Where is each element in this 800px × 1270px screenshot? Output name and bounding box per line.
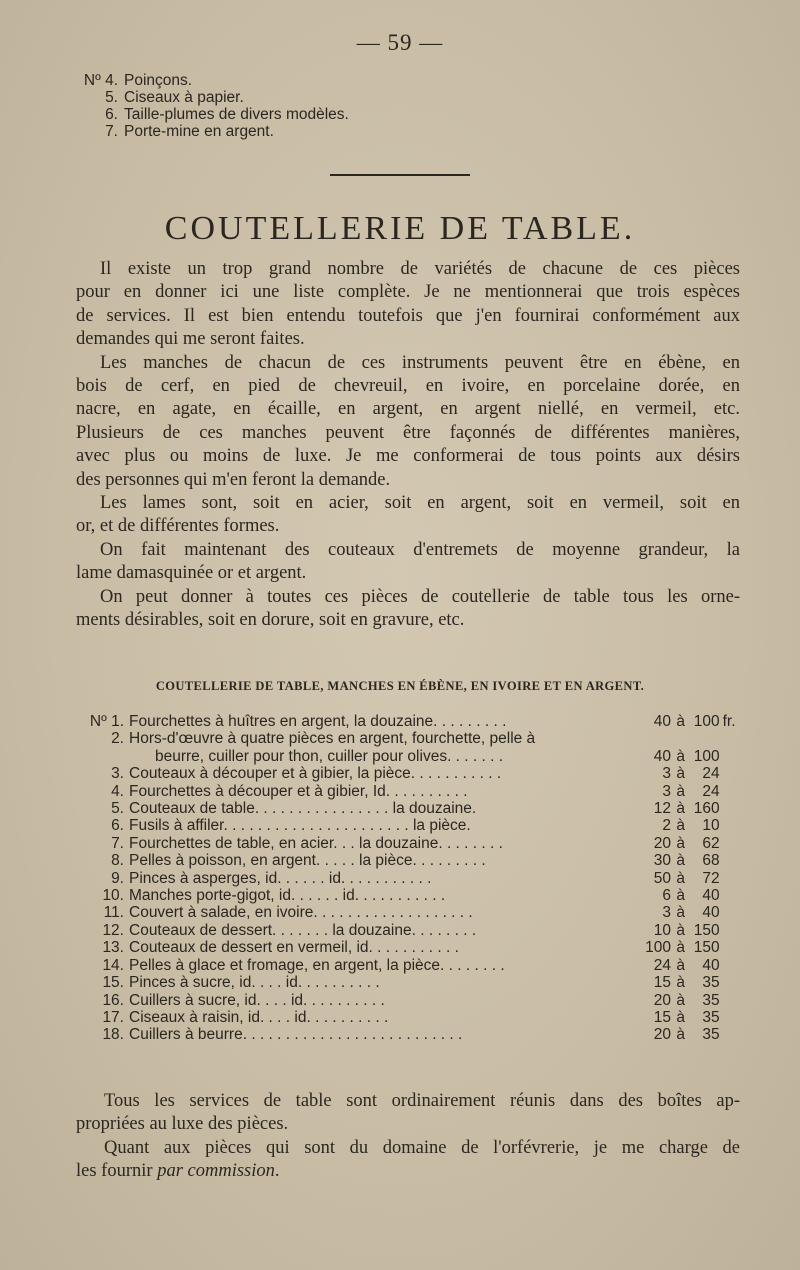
price-max: 40: [702, 956, 720, 974]
price-min: 30: [653, 852, 672, 870]
price-min: 50: [653, 869, 672, 887]
price-min: 20: [653, 834, 672, 852]
paragraph-line: avec plus ou moins de luxe. Je me conformerai de tous points aux désirs: [76, 446, 740, 467]
paragraph-line: or, et de différentes formes.: [76, 516, 280, 537]
table-row: [72, 939, 742, 956]
item-price: [638, 922, 742, 939]
price-separator: à: [676, 834, 686, 852]
paragraph-line: nacre, en agate, en écaille, en argent, en argent niellé, en vermeil, etc.: [76, 399, 740, 420]
item-description: Couteaux à découper et à gibier, la pièce. . . . . . . . . . .: [129, 765, 502, 783]
item-description: Couteaux de table. . . . . . . . . . . . . . . . la douzaine.: [129, 800, 477, 818]
price-max: 100: [693, 713, 720, 730]
list-item-text: Poinçons.: [124, 72, 193, 89]
item-price: [638, 957, 742, 974]
item-description: Couteaux de dessert en vermeil, id. . . . . . . . . . .: [129, 939, 459, 957]
table-row: [72, 730, 742, 747]
table-row: [72, 783, 742, 800]
price-unit: [720, 939, 742, 956]
line-text: les fournir: [76, 1161, 158, 1182]
item-price: [638, 939, 742, 956]
list-item-number: Nº 4.: [83, 72, 118, 89]
price-separator: à: [676, 800, 686, 818]
item-number: 13.: [102, 939, 124, 957]
price-max: 68: [702, 852, 720, 870]
paragraph-line: On peut donner à toutes ces pièces de coutellerie de table tous les orne-: [100, 586, 740, 607]
price-unit: [720, 852, 742, 869]
table-row: [72, 957, 742, 974]
item-description: Cuillers à sucre, id. . . . id. . . . . . . . . .: [129, 991, 385, 1009]
price-separator: à: [676, 956, 686, 974]
item-description: Manches porte-gigot, id. . . . . . id. . . . . . . . . . .: [129, 887, 446, 905]
price-min: 15: [653, 1008, 672, 1026]
item-price: [638, 904, 742, 921]
item-description: Couvert à salade, en ivoire. . . . . . . . . . . . . . . . . . .: [129, 904, 473, 922]
price-unit: [720, 765, 742, 782]
table-row: [72, 800, 742, 817]
price-max: 35: [702, 974, 720, 992]
price-min: 2: [662, 817, 672, 835]
price-max: 35: [702, 991, 720, 1009]
table-row: [72, 835, 742, 852]
paragraph: [76, 539, 740, 586]
paragraph-line: de services. Il est bien entendu toutefois que j'en fournirai conformément aux: [76, 305, 740, 326]
table-row: [72, 765, 742, 782]
paragraph: [76, 258, 740, 352]
price-unit: [720, 800, 742, 817]
item-price: [638, 800, 742, 817]
item-number: 10.: [102, 887, 124, 905]
paragraph-line: des personnes qui m'en feront la demande.: [76, 469, 391, 490]
price-unit: [720, 904, 742, 921]
table-row: [72, 922, 742, 939]
item-number: 3.: [111, 765, 124, 783]
list-item: [74, 123, 349, 140]
table-row: [72, 1009, 742, 1026]
price-separator: à: [676, 747, 686, 765]
price-min: 3: [662, 904, 672, 922]
price-separator: à: [676, 1008, 686, 1026]
item-description: Ciseaux à raisin, id. . . . id. . . . . . . . . .: [129, 1008, 389, 1026]
item-description: Pinces à asperges, id. . . . . . id. . . . . . . . . . .: [129, 869, 432, 887]
price-max: 35: [702, 1026, 720, 1044]
item-price: [638, 817, 742, 834]
item-price: [638, 852, 742, 869]
paragraph-line: propriées au luxe des pièces.: [76, 1114, 289, 1135]
closing-text: [76, 1090, 740, 1184]
table-row: [72, 870, 742, 887]
item-description: Pinces à sucre, id. . . . id. . . . . . . . . .: [129, 974, 380, 992]
item-price: [638, 974, 742, 991]
price-unit: [720, 992, 742, 1009]
price-min: 3: [662, 782, 672, 800]
price-unit: fr.: [722, 713, 736, 730]
paragraph: [76, 1137, 740, 1184]
price-separator: à: [676, 939, 686, 957]
italic-text: par commission: [157, 1161, 275, 1182]
list-item-text: Ciseaux à papier.: [124, 89, 244, 106]
price-max: 35: [702, 1008, 720, 1026]
paragraph: [76, 492, 740, 539]
item-description: Fourchettes à huîtres en argent, la douzaine. . . . . . . . .: [129, 713, 507, 730]
price-max: 40: [702, 904, 720, 922]
price-min: 20: [653, 991, 672, 1009]
paragraph-line: Il existe un trop grand nombre de variétés de chacune de ces pièces: [100, 259, 740, 279]
price-separator: à: [676, 921, 686, 939]
item-description: Pelles à poisson, en argent. . . . . la pièce. . . . . . . . .: [129, 852, 486, 870]
price-max: 150: [693, 921, 720, 939]
price-max: 40: [702, 887, 720, 905]
list-item-number: 7.: [105, 123, 118, 140]
price-max: 10: [702, 817, 720, 835]
price-min: 20: [653, 1026, 672, 1044]
price-separator: à: [676, 887, 686, 905]
table-row: [72, 852, 742, 869]
item-price: [638, 870, 742, 887]
item-number: 18.: [102, 1026, 124, 1044]
price-separator: à: [676, 765, 686, 783]
item-description: Fourchettes à découper et à gibier, Id. . . . . . . . . .: [129, 782, 468, 800]
item-price: [638, 1026, 742, 1043]
price-unit: [720, 887, 742, 904]
price-separator: à: [676, 1026, 686, 1044]
price-unit: [720, 974, 742, 991]
list-item-number: 6.: [105, 106, 118, 123]
list-item: [74, 106, 349, 123]
item-description: Pelles à glace et fromage, en argent, la pièce. . . . . . . .: [129, 956, 505, 974]
item-price: [638, 783, 742, 800]
item-number: 12.: [102, 921, 124, 939]
table-row: [72, 1026, 742, 1043]
paragraph: [76, 586, 740, 633]
price-min: 24: [653, 956, 672, 974]
item-number: 4.: [111, 782, 124, 800]
price-min: 3: [662, 765, 672, 783]
list-item: [74, 89, 349, 106]
price-max: 72: [702, 869, 720, 887]
price-unit: [720, 835, 742, 852]
paragraph-line: Les lames sont, soit en acier, soit en argent, soit en vermeil, soit en: [100, 493, 740, 514]
price-min: 100: [645, 939, 672, 957]
item-description: Couteaux de dessert. . . . . . . la douzaine. . . . . . . .: [129, 921, 477, 939]
price-separator: à: [676, 852, 686, 870]
item-price: [638, 835, 742, 852]
item-number: 14.: [102, 956, 124, 974]
price-separator: à: [676, 869, 686, 887]
paragraph-line: ments désirables, soit en dorure, soit en gravure, etc.: [76, 610, 465, 631]
list-item-text: Porte-mine en argent.: [124, 123, 274, 140]
item-number: 17.: [102, 1008, 124, 1026]
paragraph-line: Tous les services de table sont ordinairement réunis dans des boîtes ap-: [104, 1091, 740, 1111]
price-separator: à: [676, 713, 686, 730]
paragraph-line: lame damasquinée or et argent.: [76, 563, 307, 584]
item-number: 2.: [111, 730, 124, 748]
item-price: [638, 765, 742, 782]
item-description: Fusils à affiler. . . . . . . . . . . . . . . . . . . . . . la pièce.: [129, 817, 471, 835]
paragraph-line: Quant aux pièces qui sont du domaine de l'orfévrerie, je me charge de: [104, 1137, 740, 1158]
paragraph-line: pour en donner ici une liste complète. Je ne mentionnerai que trois espèces: [76, 282, 740, 303]
item-price: [638, 887, 742, 904]
price-max: 100: [693, 747, 720, 765]
table-row: [72, 713, 742, 730]
item-number: 5.: [111, 800, 124, 818]
table-heading: COUTELLERIE DE TABLE, MANCHES EN ÉBÈNE, EN IVOIRE ET EN ARGENT.: [155, 679, 645, 693]
price-unit: [720, 783, 742, 800]
section-divider: [330, 174, 470, 176]
paragraph-line: Les manches de chacun de ces instruments peuvent être en ébène, en: [100, 352, 740, 373]
price-max: 24: [702, 765, 720, 783]
line-text: .: [274, 1161, 280, 1182]
item-number: 8.: [111, 852, 124, 870]
price-unit: [720, 817, 742, 834]
item-number: 15.: [102, 974, 124, 992]
price-min: 6: [662, 887, 672, 905]
paragraph-line: bois de cerf, en pied de chevreuil, en ivoire, en porcelaine dorée, en: [76, 376, 740, 397]
paragraph-line: [76, 1160, 740, 1183]
price-separator: à: [676, 974, 686, 992]
item-description: Fourchettes de table, en acier. . . la douzaine. . . . . . . .: [129, 834, 503, 852]
price-unit: [720, 957, 742, 974]
item-description: Hors-d'œuvre à quatre pièces en argent, fourchette, pelle à: [129, 730, 536, 748]
paragraph: [76, 352, 740, 492]
price-min: 10: [653, 921, 672, 939]
table-row: [72, 904, 742, 921]
table-row: [72, 748, 742, 765]
table-row: [72, 817, 742, 834]
price-max: 62: [702, 834, 720, 852]
paragraph-line: Plusieurs de ces manches peuvent être façonnés de différentes manières,: [76, 422, 740, 443]
list-item: [74, 72, 349, 89]
paragraph-line: demandes qui me seront faites.: [76, 329, 305, 350]
price-min: 15: [653, 974, 672, 992]
price-unit: [720, 1009, 742, 1026]
price-separator: à: [676, 817, 686, 835]
table-row: [72, 887, 742, 904]
item-price: [638, 748, 742, 765]
page-number: — 59 —: [356, 30, 444, 55]
price-list: [72, 713, 742, 1044]
price-min: 40: [653, 713, 672, 730]
item-number: 16.: [102, 991, 124, 1009]
price-separator: à: [676, 782, 686, 800]
item-number: 6.: [111, 817, 124, 835]
item-number: 11.: [103, 904, 124, 922]
price-max: 24: [702, 782, 720, 800]
top-list: [74, 72, 349, 140]
item-price: [638, 992, 742, 1009]
item-number: 7.: [111, 834, 124, 852]
price-max: 150: [693, 939, 720, 957]
item-price: [638, 713, 742, 730]
price-unit: [720, 748, 742, 765]
item-description: Cuillers à beurre. . . . . . . . . . . . . . . . . . . . . . . . . .: [129, 1026, 463, 1044]
body-text: [76, 258, 740, 633]
price-unit: [720, 1026, 742, 1043]
price-min: 40: [653, 747, 672, 765]
list-item-text: Taille-plumes de divers modèles.: [124, 106, 349, 123]
price-max: 160: [693, 800, 720, 818]
price-separator: à: [676, 991, 686, 1009]
table-row: [72, 974, 742, 991]
list-item-number: 5.: [105, 89, 118, 106]
item-price: [638, 1009, 742, 1026]
paragraph-line: On fait maintenant des couteaux d'entremets de moyenne grandeur, la: [100, 539, 740, 560]
price-min: 12: [653, 800, 672, 818]
item-description: beurre, cuiller pour thon, cuiller pour olives. . . . . . .: [155, 747, 504, 765]
item-number: 9.: [111, 869, 124, 887]
table-row: [72, 992, 742, 1009]
price-unit: [720, 870, 742, 887]
paragraph: [76, 1090, 740, 1137]
section-title: COUTELLERIE DE TABLE.: [164, 210, 636, 247]
price-separator: à: [676, 904, 686, 922]
item-number: Nº 1.: [89, 713, 124, 730]
price-unit: [720, 922, 742, 939]
